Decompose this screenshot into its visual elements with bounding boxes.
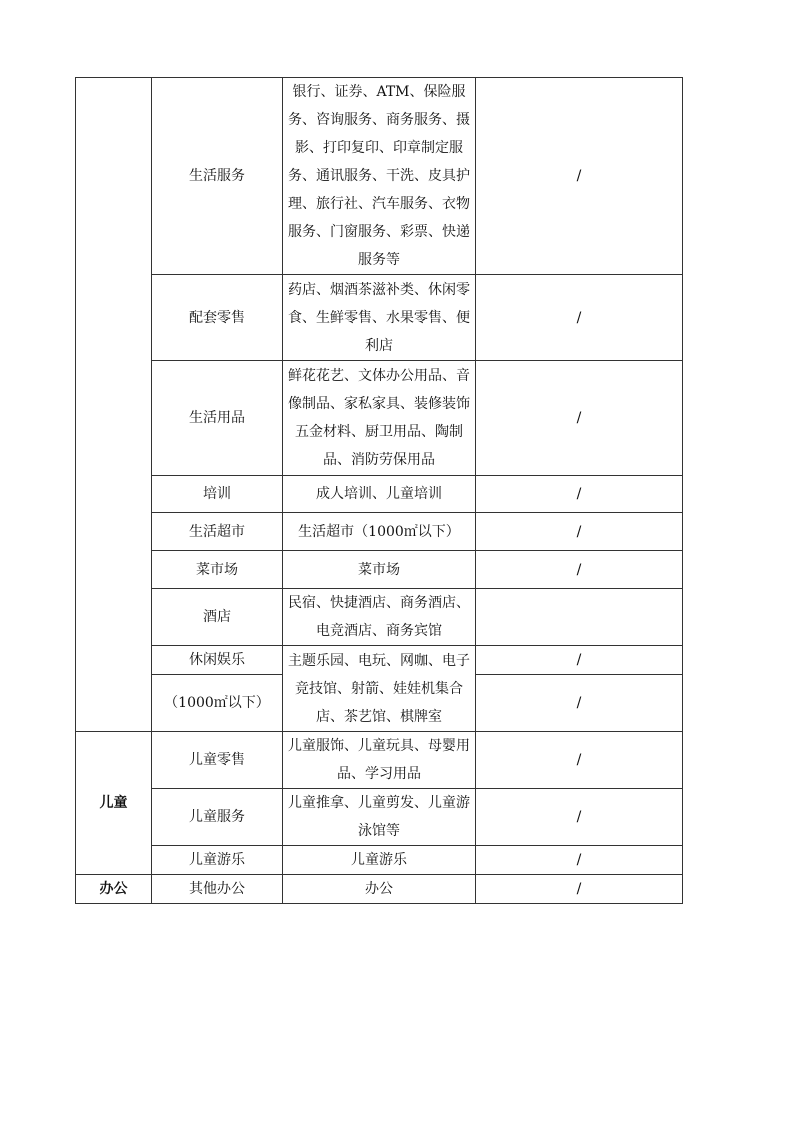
category-value: / <box>476 513 683 551</box>
group-label: 儿童 <box>76 732 152 875</box>
category-description: 银行、证券、ATM、保险服务、咨询服务、商务服务、摄影、打印复印、印章制定服务、通讯服务、干洗、皮具护理、旅行社、汽车服务、衣物服务、门窗服务、彩票、快递服务等 <box>283 78 476 275</box>
category-description: 菜市场 <box>283 551 476 589</box>
category-name: 休闲娱乐 <box>152 646 283 675</box>
category-value: / <box>476 646 683 675</box>
category-value: / <box>476 361 683 476</box>
category-description: 药店、烟酒茶滋补类、休闲零食、生鲜零售、水果零售、便利店 <box>283 275 476 361</box>
category-description: 办公 <box>283 875 476 904</box>
category-name: 酒店 <box>152 589 283 646</box>
group-label <box>76 78 152 732</box>
category-name: 生活用品 <box>152 361 283 476</box>
category-value: / <box>476 789 683 846</box>
table-row <box>76 875 683 904</box>
table-row <box>76 732 683 789</box>
category-name: 生活超市 <box>152 513 283 551</box>
table-row <box>76 78 683 275</box>
category-value: / <box>476 732 683 789</box>
category-name: 生活服务 <box>152 78 283 275</box>
group-label: 办公 <box>76 875 152 904</box>
table-row <box>76 646 683 675</box>
category-value <box>476 589 683 646</box>
category-value: / <box>476 275 683 361</box>
table-row <box>76 275 683 361</box>
table-row <box>76 361 683 476</box>
table-row <box>76 476 683 513</box>
table-row <box>76 789 683 846</box>
table-row <box>76 589 683 646</box>
category-value: / <box>476 675 683 732</box>
category-table <box>75 77 683 904</box>
category-description: 生活超市（1000㎡以下） <box>283 513 476 551</box>
category-value: / <box>476 551 683 589</box>
category-name: 培训 <box>152 476 283 513</box>
category-name: 菜市场 <box>152 551 283 589</box>
category-description: 民宿、快捷酒店、商务酒店、电竞酒店、商务宾馆 <box>283 589 476 646</box>
category-value: / <box>476 846 683 875</box>
category-name: 配套零售 <box>152 275 283 361</box>
category-name: （1000㎡以下） <box>152 675 283 732</box>
category-name: 儿童服务 <box>152 789 283 846</box>
category-description: 儿童推拿、儿童剪发、儿童游泳馆等 <box>283 789 476 846</box>
category-description: 成人培训、儿童培训 <box>283 476 476 513</box>
category-value: / <box>476 78 683 275</box>
table-row <box>76 846 683 875</box>
category-name: 儿童游乐 <box>152 846 283 875</box>
category-description: 儿童游乐 <box>283 846 476 875</box>
category-description: 主题乐园、电玩、网咖、电子竞技馆、射箭、娃娃机集合店、茶艺馆、棋牌室 <box>283 646 476 732</box>
category-value: / <box>476 476 683 513</box>
table-row <box>76 551 683 589</box>
category-value: / <box>476 875 683 904</box>
category-description: 鲜花花艺、文体办公用品、音像制品、家私家具、装修装饰五金材料、厨卫用品、陶制品、消防劳保用品 <box>283 361 476 476</box>
category-name: 其他办公 <box>152 875 283 904</box>
category-description: 儿童服饰、儿童玩具、母婴用品、学习用品 <box>283 732 476 789</box>
table-row <box>76 513 683 551</box>
category-name: 儿童零售 <box>152 732 283 789</box>
